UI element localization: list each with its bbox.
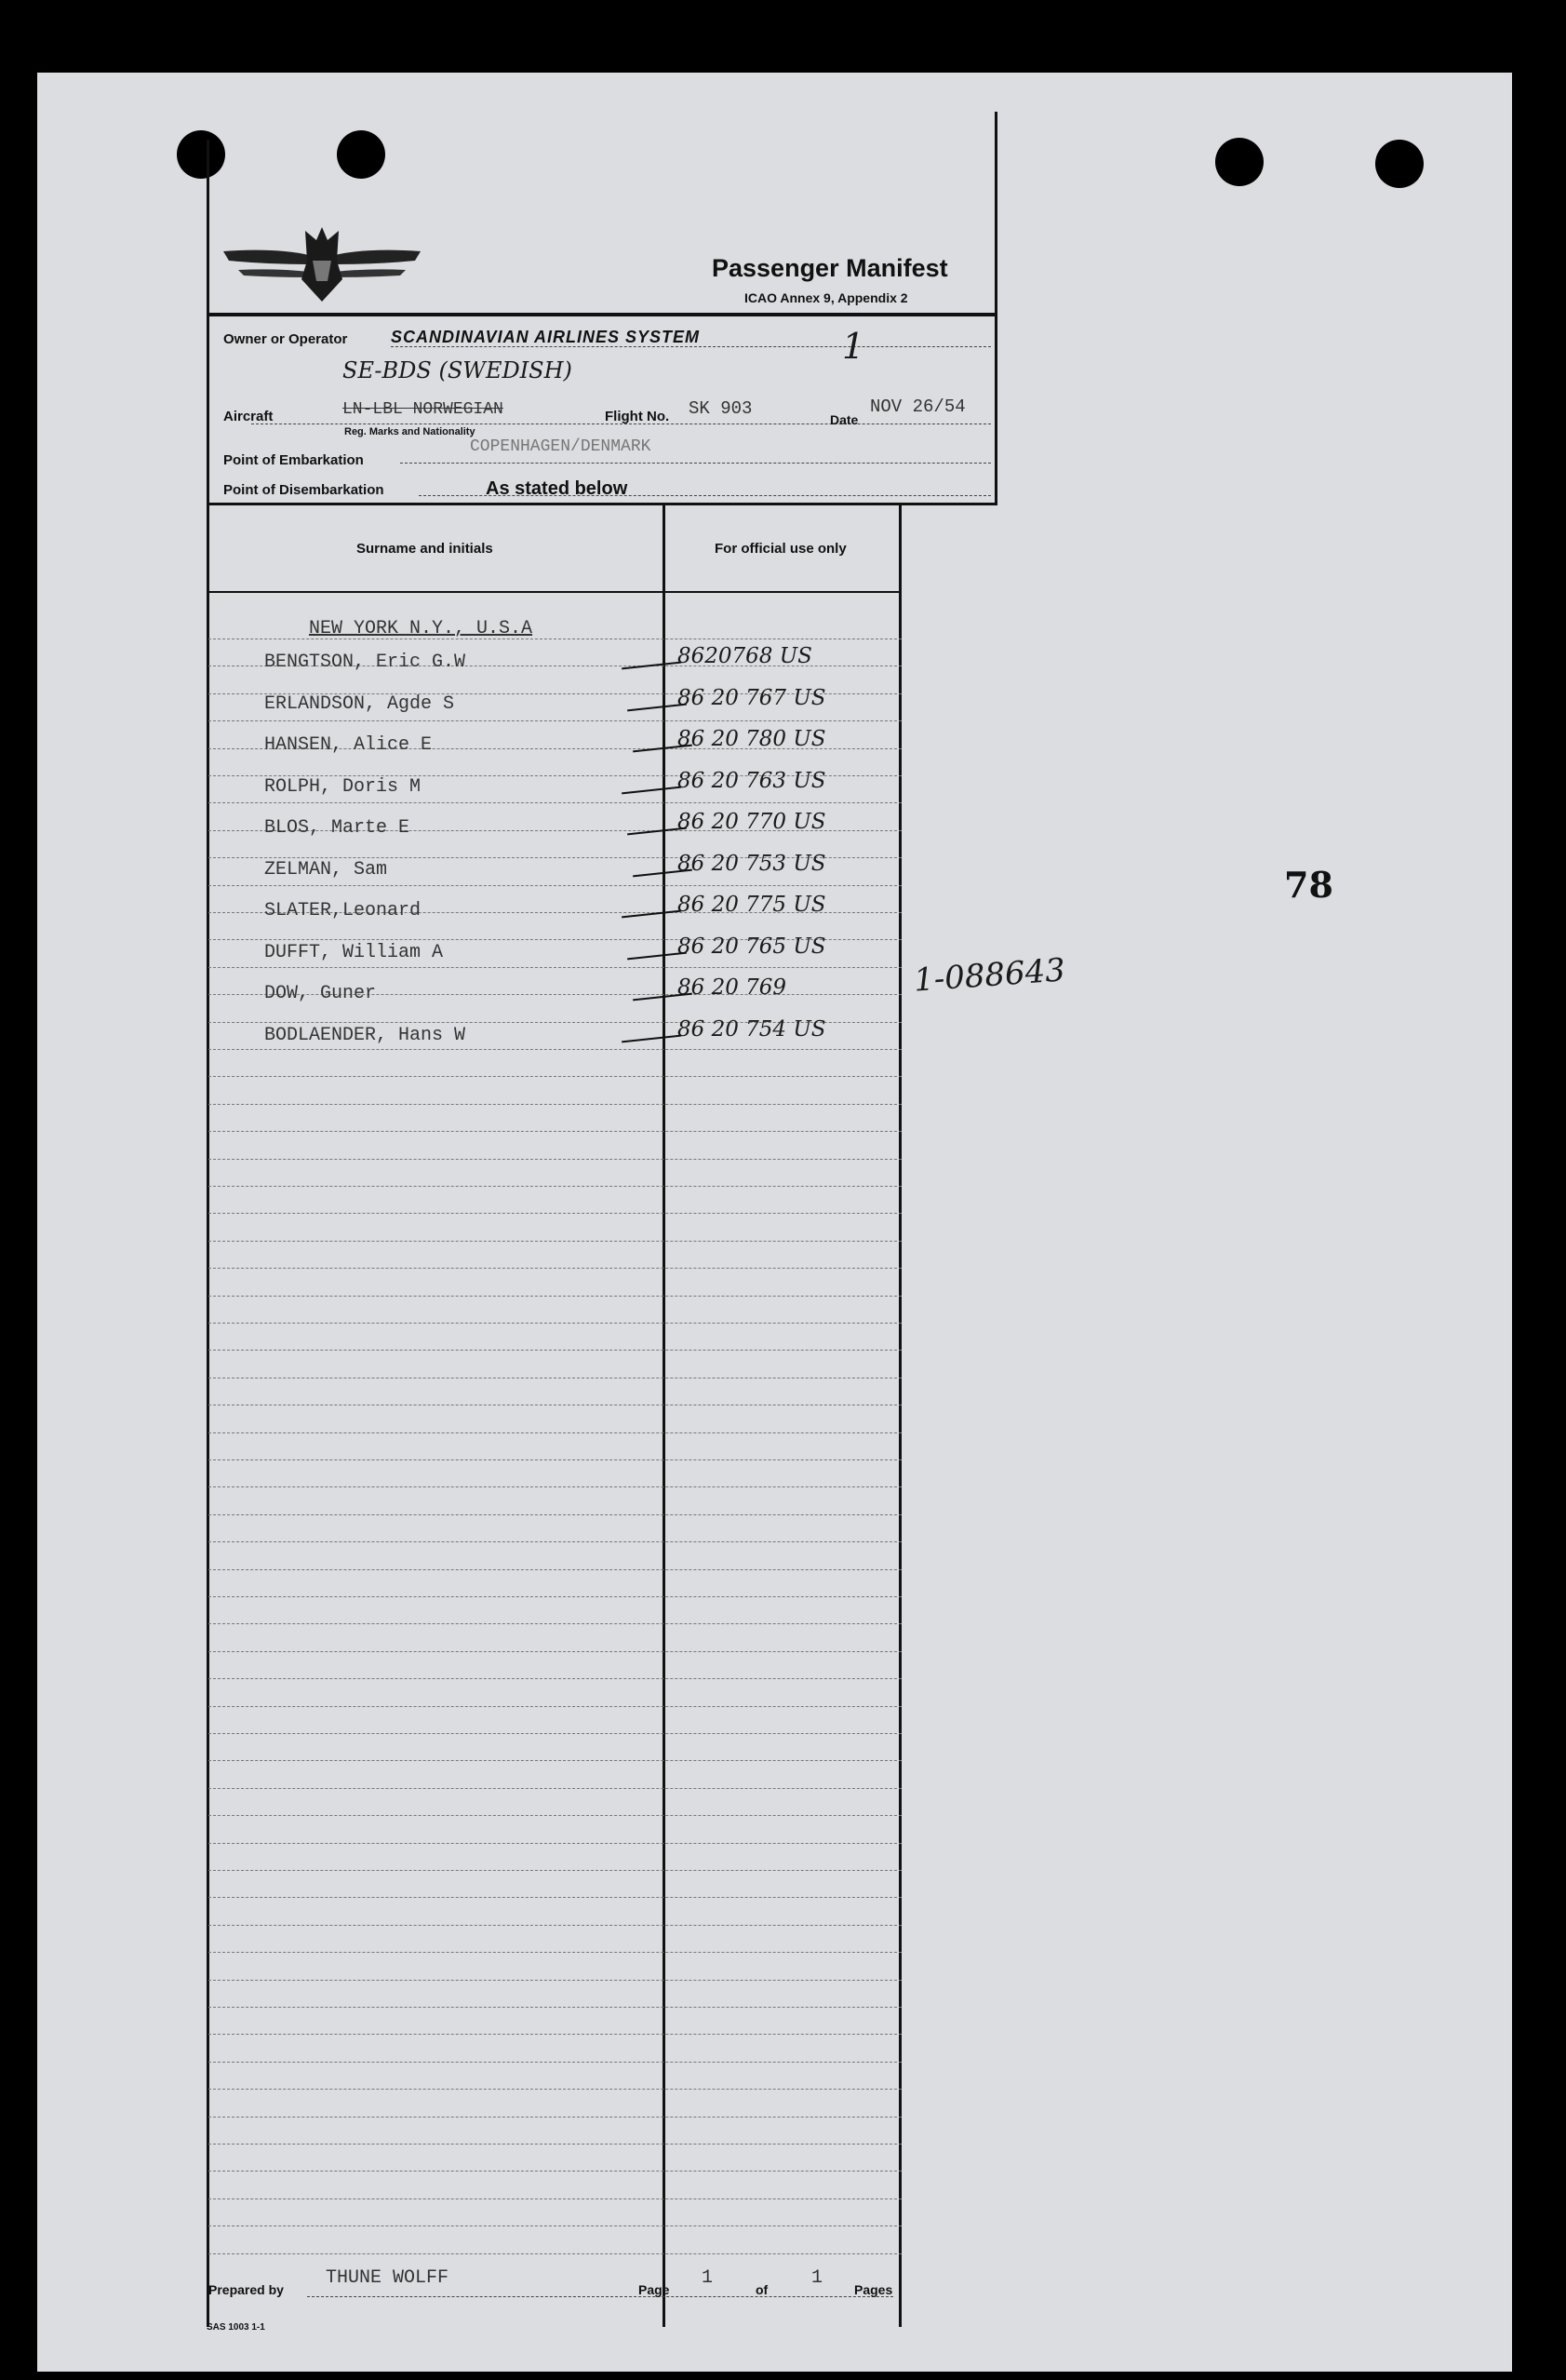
punch-hole [177,130,225,179]
passenger-name: HANSEN, Alice E [264,734,433,756]
ruled-line [208,2007,902,2008]
owner-mark: 1 [842,326,865,367]
passenger-name: ERLANDSON, Agde S [264,693,455,715]
ruled-line [208,1980,902,1981]
ruled-line [208,1897,902,1898]
field-line [400,463,991,464]
ruled-line [208,1459,902,1460]
header-right-border [995,112,997,503]
date-label: Date [830,412,859,427]
ruled-line [208,1296,902,1297]
column-divider [663,505,665,2327]
column-header-rule [207,591,902,593]
column-header-official: For official use only [715,541,847,557]
ruled-line [208,1186,902,1187]
ruled-line [208,1925,902,1926]
passenger-name: DOW, Guner [264,983,377,1004]
ruled-line [208,1076,902,1077]
ruled-line [208,1651,902,1652]
page-label: Page [638,2282,670,2297]
ruled-line [208,2225,902,2226]
ruled-line [208,1486,902,1487]
ruled-line [208,2089,902,2090]
ruled-line [208,1733,902,1734]
ruled-line [208,2198,902,2199]
disembark-label: Point of Disembarkation [223,482,384,498]
passenger-name: BLOS, Marte E [264,817,410,839]
ruled-line [208,1541,902,1542]
ruled-line [208,2144,902,2145]
ruled-line [208,1843,902,1844]
ruled-line [208,1569,902,1570]
footer-line [307,2296,893,2297]
of-value: 1 [811,2267,823,2289]
official-number: 86 20 767 US [677,686,826,710]
left-border [207,140,209,2327]
airline-logo [220,223,424,307]
ruled-line [208,1350,902,1351]
ruled-line [208,2171,902,2172]
header-bottom-rule [207,503,997,505]
ruled-line [208,2117,902,2118]
official-number: 86 20 753 US [677,852,826,876]
ruled-line [208,1241,902,1242]
passenger-name: BENGTSON, Eric G.W [264,652,466,673]
embark-label: Point of Embarkation [223,452,364,468]
punch-hole [1215,138,1264,186]
ruled-line [208,1432,902,1433]
ruled-line [208,1514,902,1515]
official-number: 8620768 US [677,644,812,668]
ruled-line [208,1049,902,1050]
ruled-line [208,1131,902,1132]
official-number: 86 20 763 US [677,769,826,793]
official-number: 86 20 770 US [677,810,826,834]
ruled-line [208,1815,902,1816]
ruled-line [208,720,902,721]
ruled-line [208,1596,902,1597]
ruled-line [208,967,902,968]
date-value: NOV 26/54 [870,397,966,417]
prepared-value: THUNE WOLFF [326,2267,449,2289]
disembark-value: As stated below [486,478,628,499]
page-number: 78 [1284,864,1333,906]
ruled-line [208,1159,902,1160]
official-number: 86 20 775 US [677,893,826,917]
owner-label: Owner or Operator [223,331,348,347]
punch-hole [337,130,385,179]
ruled-line [208,1323,902,1324]
aircraft-handwritten: SE-BDS (SWEDISH) [342,357,572,383]
page-value: 1 [702,2267,714,2289]
official-number: 86 20 754 US [677,1017,826,1042]
passenger-name: BODLAENDER, Hans W [264,1025,466,1046]
aircraft-label: Aircraft [223,409,274,424]
ruled-line [208,1870,902,1871]
ruled-line [208,802,902,803]
ruled-line [208,2062,902,2063]
flight-value: SK 903 [689,398,753,419]
passenger-name: DUFFT, William A [264,942,444,963]
form-subtitle: ICAO Annex 9, Appendix 2 [744,290,908,305]
ruled-line [208,885,902,886]
punch-hole [1375,140,1424,188]
pages-label: Pages [854,2282,893,2297]
reg-label: Reg. Marks and Nationality [344,426,475,437]
passenger-name: ZELMAN, Sam [264,859,388,881]
ruled-line [208,1706,902,1707]
prepared-label: Prepared by [208,2282,284,2297]
ruled-line [208,1268,902,1269]
official-number: 86 20 769 [677,975,787,1000]
ruled-line [208,1678,902,1679]
ruled-line [208,1213,902,1214]
header-top-rule [207,313,997,316]
official-number: 86 20 780 US [677,727,826,751]
ruled-line [208,1760,902,1761]
embark-value: COPENHAGEN/DENMARK [470,437,651,456]
form-title: Passenger Manifest [712,254,948,282]
table-right-border [899,505,902,2327]
official-number: 86 20 765 US [677,935,826,959]
ruled-line [208,2034,902,2035]
ruled-line [208,1788,902,1789]
destination: NEW YORK N.Y., U.S.A [309,618,533,639]
owner-value: SCANDINAVIAN AIRLINES SYSTEM [391,328,701,346]
form-code: SAS 1003 1-1 [207,2322,265,2333]
side-number: 1-088643 [912,951,1067,1000]
ruled-line [208,1104,902,1105]
aircraft-struck: LN-LBL NORWEGIAN [342,400,503,419]
passenger-name: ROLPH, Doris M [264,776,422,798]
passenger-name: SLATER,Leonard [264,900,422,921]
ruled-line [208,2253,902,2254]
of-label: of [756,2282,769,2297]
ruled-line [208,1952,902,1953]
column-header-name: Surname and initials [356,541,493,557]
flight-label: Flight No. [605,409,670,424]
ruled-line [208,1623,902,1624]
